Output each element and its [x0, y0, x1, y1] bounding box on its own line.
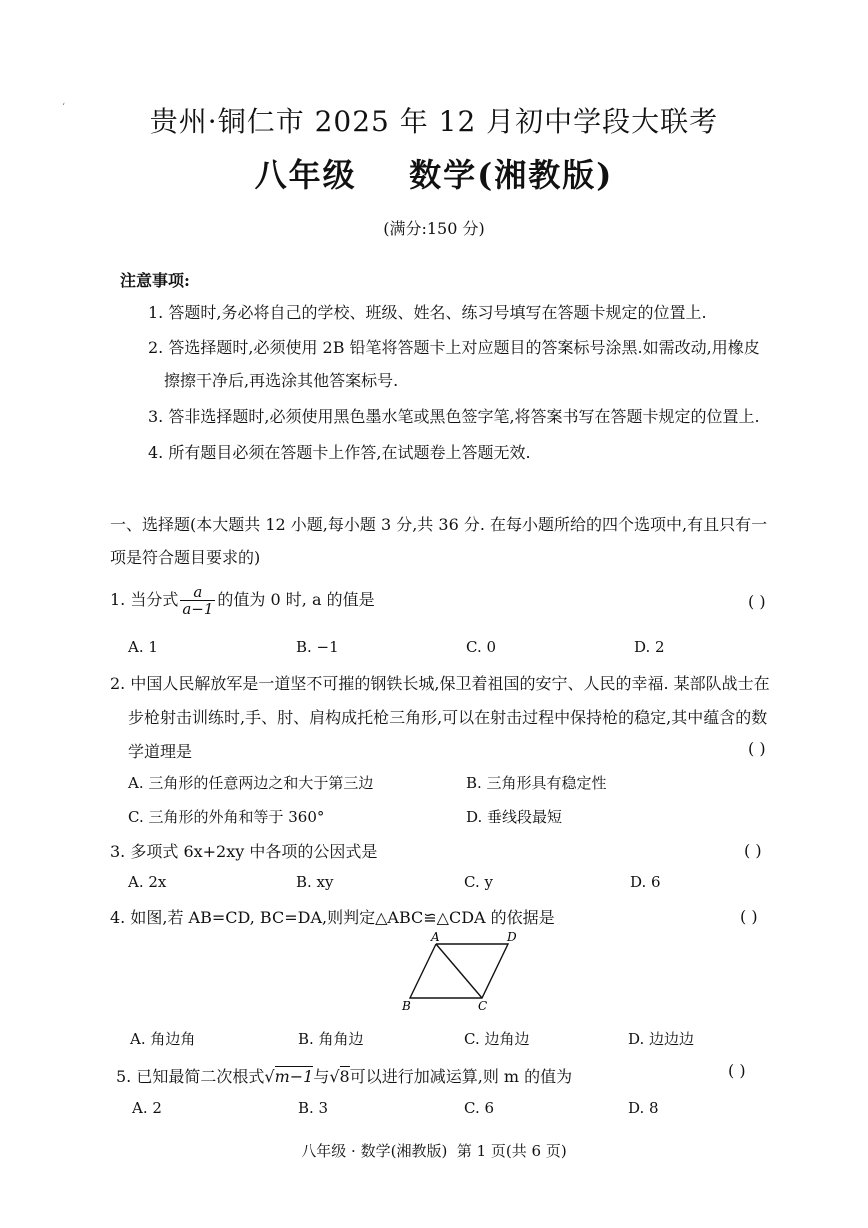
- q3-option-b: B. xy: [296, 873, 334, 891]
- q5-middle: 与: [313, 1067, 330, 1086]
- diagonal-ac: [436, 944, 482, 998]
- q2-line-2: 步枪射击训练时,手、肘、肩构成托枪三角形,可以在射击过程中保持枪的稳定,其中蕴含的数: [128, 708, 768, 727]
- section-heading: 一、选择题(本大题共 12 小题,每小题 3 分,共 36 分. 在每小题所给的四个选项中,有且只有一: [110, 515, 768, 534]
- q5-answer-paren: ( ): [728, 1061, 746, 1080]
- radical-sign: √: [264, 1067, 275, 1086]
- vertex-label-a: A: [431, 930, 440, 944]
- q2-line-1: 2. 中国人民解放军是一道坚不可摧的钢铁长城,保卫着祖国的安宁、人民的幸福. 某部队战士在: [110, 674, 770, 693]
- q5-option-b: B. 3: [298, 1099, 329, 1117]
- q4-option-b: B. 角角边: [298, 1030, 364, 1048]
- q4-option-d: D. 边边边: [628, 1030, 695, 1048]
- notice-item-3: 3. 答非选择题时,必须使用黑色墨水笔或黑色签字笔,将答案书写在答题卡规定的位置上.: [148, 407, 760, 426]
- q4-answer-paren: ( ): [740, 907, 758, 926]
- question-4: 4. 如图,若 AB=CD, BC=DA,则判定△ABC≌△CDA 的依据是: [110, 908, 555, 927]
- q2-option-d: D. 垂线段最短: [466, 808, 563, 826]
- q5-option-d: D. 8: [628, 1099, 659, 1117]
- q1-option-b: B. −1: [296, 638, 339, 656]
- q1-option-a: A. 1: [128, 638, 158, 656]
- q1-option-c: C. 0: [466, 638, 497, 656]
- q3-option-d: D. 6: [630, 873, 661, 891]
- notice-item-1: 1. 答题时,务必将自己的学校、班级、姓名、练习号填写在答题卡规定的位置上.: [148, 303, 707, 322]
- full-score: (满分:150 分): [383, 219, 485, 238]
- notice-item-2: 2. 答选择题时,必须使用 2B 铅笔将答题卡上对应题目的答案标号涂黑.如需改动,用橡皮: [148, 338, 760, 357]
- parallelogram-figure: [396, 930, 532, 1014]
- notice-item-4: 4. 所有题目必须在答题卡上作答,在试题卷上答题无效.: [148, 443, 531, 462]
- notice-item-2-cont: 擦擦干净后,再选涂其他答案标号.: [164, 371, 399, 390]
- vertex-label-d: D: [507, 930, 517, 944]
- radical-sign: √: [329, 1067, 340, 1086]
- q1-answer-paren: ( ): [748, 592, 766, 611]
- q5-option-a: A. 2: [132, 1099, 162, 1117]
- q5-radicand-2: 8: [339, 1067, 350, 1086]
- q1-prefix: 1. 当分式: [110, 590, 179, 609]
- q2-answer-paren: ( ): [748, 739, 766, 758]
- q1-option-d: D. 2: [634, 638, 665, 656]
- exam-subtitle: 八年级 数学(湘教版): [254, 156, 614, 194]
- question-5: [116, 1064, 572, 1087]
- q3-answer-paren: ( ): [744, 841, 762, 860]
- question-3: 3. 多项式 6x+2xy 中各项的公因式是: [110, 842, 378, 861]
- q5-option-c: C. 6: [464, 1099, 495, 1117]
- q1-frac-num: a: [180, 584, 215, 601]
- q2-option-b: B. 三角形具有稳定性: [466, 774, 607, 792]
- q1-fraction: [180, 584, 215, 617]
- vertex-label-b: B: [402, 999, 411, 1013]
- q3-option-c: C. y: [464, 873, 493, 891]
- notice-heading: 注意事项:: [120, 271, 190, 290]
- page-footer: 八年级 · 数学(湘教版) 第 1 页(共 6 页): [301, 1142, 567, 1160]
- q2-line-3: 学道理是: [128, 742, 193, 761]
- q4-option-a: A. 角边角: [130, 1030, 196, 1048]
- q3-option-a: A. 2x: [128, 873, 167, 891]
- q5-radicand-1: m−1: [274, 1067, 314, 1086]
- question-1: [110, 584, 375, 617]
- q2-option-c: C. 三角形的外角和等于 360°: [128, 808, 325, 826]
- q5-suffix: 可以进行加减运算,则 m 的值为: [349, 1067, 573, 1086]
- q5-prefix: 5. 已知最简二次根式: [116, 1067, 265, 1086]
- section-heading-cont: 项是符合题目要求的): [110, 548, 261, 567]
- q1-suffix: 的值为 0 时, a 的值是: [217, 590, 375, 609]
- q1-frac-den: a−1: [182, 600, 214, 618]
- q2-option-a: A. 三角形的任意两边之和大于第三边: [128, 774, 374, 792]
- scan-mark: ʻ: [62, 102, 66, 113]
- q4-option-c: C. 边角边: [464, 1030, 530, 1048]
- vertex-label-c: C: [478, 999, 488, 1013]
- exam-title: 贵州·铜仁市 2025 年 12 月初中学段大联考: [149, 105, 719, 138]
